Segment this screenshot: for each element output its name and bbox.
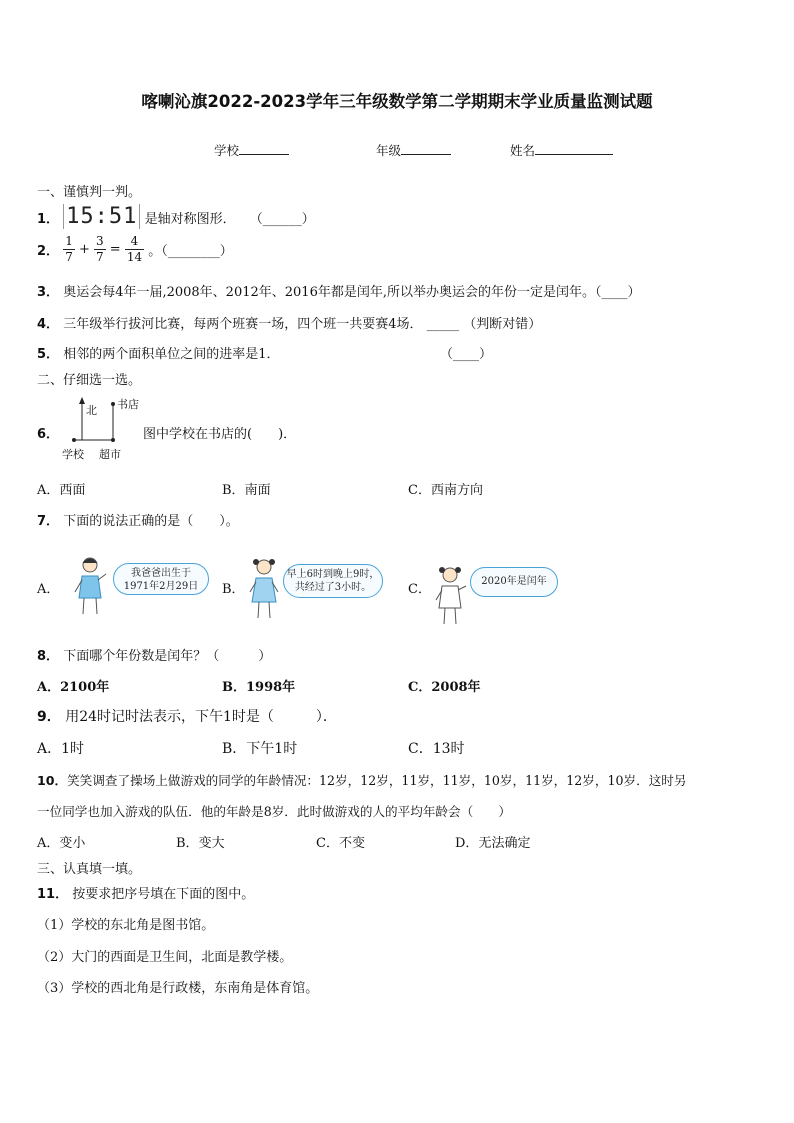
q9-text: 用24时记时法表示，下午1时是（ ）． <box>65 709 337 725</box>
q11-item-1: （1）学校的东北角是图书馆。 <box>37 918 215 933</box>
q10-option-b[interactable]: B．变大 <box>176 836 225 851</box>
q2-answer-blank[interactable]: 。（________） <box>148 244 233 259</box>
school-label: 学校 <box>214 143 240 158</box>
q6-number: 6． <box>37 427 60 442</box>
q8-option-c[interactable]: C．2008年 <box>408 680 481 695</box>
fraction-4-14: $\frac{4}{14}$ <box>126 234 143 264</box>
q11-item-3: （3）学校的西北角是行政楼，东南角是体育馆。 <box>37 981 319 996</box>
q2-number: 2． <box>37 244 60 259</box>
q4-answer-blank[interactable]: _____ <box>426 317 460 332</box>
name-label: 姓名 <box>510 143 536 158</box>
q4-number: 4． <box>37 317 60 332</box>
q7-c-speech-bubble: 2020年是闰年 <box>470 567 558 597</box>
q7-b-speech-bubble: 早上6时到晚上9时， 共经过了3小时。 <box>283 564 383 598</box>
q10-option-a[interactable]: A．变小 <box>37 836 86 851</box>
q11-text: 按要求把序号填在下面的图中。 <box>72 887 255 902</box>
q6-option-b[interactable]: B．南面 <box>222 483 271 498</box>
digital-clock-digits: 15:51 <box>63 204 140 229</box>
grade-field[interactable] <box>376 141 451 159</box>
section-1-heading: 一、谨慎判一判。 <box>37 185 142 200</box>
q8-text: 下面哪个年份数是闰年？（ ） <box>63 649 272 664</box>
fraction-3-7: $\frac{3}{7}$ <box>96 234 104 264</box>
girl-figure-c-icon <box>430 564 470 630</box>
market-label: 超市 <box>99 448 121 461</box>
q6-text: 图中学校在书店的( )． <box>143 427 297 442</box>
q11-item-2: （2）大门的西面是卫生间，北面是教学楼。 <box>37 950 293 965</box>
q4-text: 三年级举行拔河比赛，每两个班赛一场，四个班一共要赛4场． <box>63 317 423 332</box>
q1-text: 是轴对称图形． <box>144 212 236 227</box>
question-4 <box>37 313 541 332</box>
q8-number: 8． <box>37 649 60 664</box>
q1-number: 1． <box>37 212 60 227</box>
q9-option-a[interactable]: A．1时 <box>37 741 85 757</box>
q7-option-c-label[interactable]: C． <box>408 582 431 597</box>
north-label: 北 <box>86 404 97 417</box>
q3-text: 奥运会每4年一届,2008年、2012年、2016年都是闰年,所以举办奥运会的年份一定是闰年。（____） <box>63 285 641 300</box>
question-1 <box>37 204 315 229</box>
q10-number: 10． <box>37 773 68 788</box>
q7-number: 7． <box>37 514 60 529</box>
q6-option-a[interactable]: A．西面 <box>37 483 86 498</box>
question-9 <box>37 706 337 726</box>
q9-number: 9． <box>37 709 61 725</box>
question-10-line-2: 一位同学也加入游戏的队伍．他的年龄是8岁．此时做游戏的人的平均年龄会（ ） <box>37 804 511 819</box>
q10-option-c[interactable]: C．不变 <box>316 836 365 851</box>
q5-number: 5． <box>37 347 60 362</box>
q7-text: 下面的说法正确的是（ ）。 <box>63 514 239 529</box>
q7-option-b-label[interactable]: B． <box>222 582 245 597</box>
q9-option-b[interactable]: B．下午1时 <box>222 741 298 757</box>
q8-option-b[interactable]: B．1998年 <box>222 680 296 695</box>
q5-answer-blank[interactable]: （____） <box>440 347 493 362</box>
q6-option-c[interactable]: C．西南方向 <box>408 483 483 498</box>
plus-sign: + <box>78 242 90 257</box>
question-8 <box>37 645 271 664</box>
question-11 <box>37 883 254 902</box>
q10-option-d[interactable]: D．无法确定 <box>455 836 531 851</box>
question-10-line-1: 10．笑笑调查了操场上做游戏的同学的年龄情况：12岁，12岁，11岁，11岁，10岁，11岁，12岁，10岁．这时另 <box>37 773 687 788</box>
q1-answer-blank[interactable]: （______） <box>249 212 315 227</box>
question-2 <box>37 234 233 274</box>
school-point-label: 学校 <box>62 448 84 461</box>
question-7 <box>37 510 239 529</box>
q3-number: 3． <box>37 285 60 300</box>
fraction-1-7: $\frac{1}{7}$ <box>65 234 73 264</box>
equals-sign: = <box>109 242 121 257</box>
girl-figure-b-icon <box>244 556 284 622</box>
page-title: 喀喇沁旗2022-2023学年三年级数学第二学期期末学业质量监测试题 <box>141 92 653 111</box>
bookstore-label: 书店 <box>117 398 139 411</box>
school-field[interactable] <box>214 141 289 159</box>
q5-text: 相邻的两个面积单位之间的进率是1． <box>63 347 280 362</box>
section-3-heading: 三、认真填一填。 <box>37 862 142 877</box>
girl-figure-a-icon <box>70 554 110 620</box>
name-field[interactable] <box>510 141 613 159</box>
q7-option-a-label[interactable]: A． <box>37 582 60 597</box>
q8-option-a[interactable]: A．2100年 <box>37 680 110 695</box>
q7-a-speech-bubble: 我爸爸出生于 1971年2月29日 <box>113 563 209 595</box>
question-3 <box>37 281 640 300</box>
q9-option-c[interactable]: C．13时 <box>408 741 465 757</box>
question-5 <box>37 343 279 362</box>
q11-number: 11． <box>37 887 69 902</box>
grade-label: 年级 <box>376 143 402 158</box>
section-2-heading: 二、仔细选一选。 <box>37 373 142 388</box>
q4-tail: （判断对错） <box>463 317 542 332</box>
